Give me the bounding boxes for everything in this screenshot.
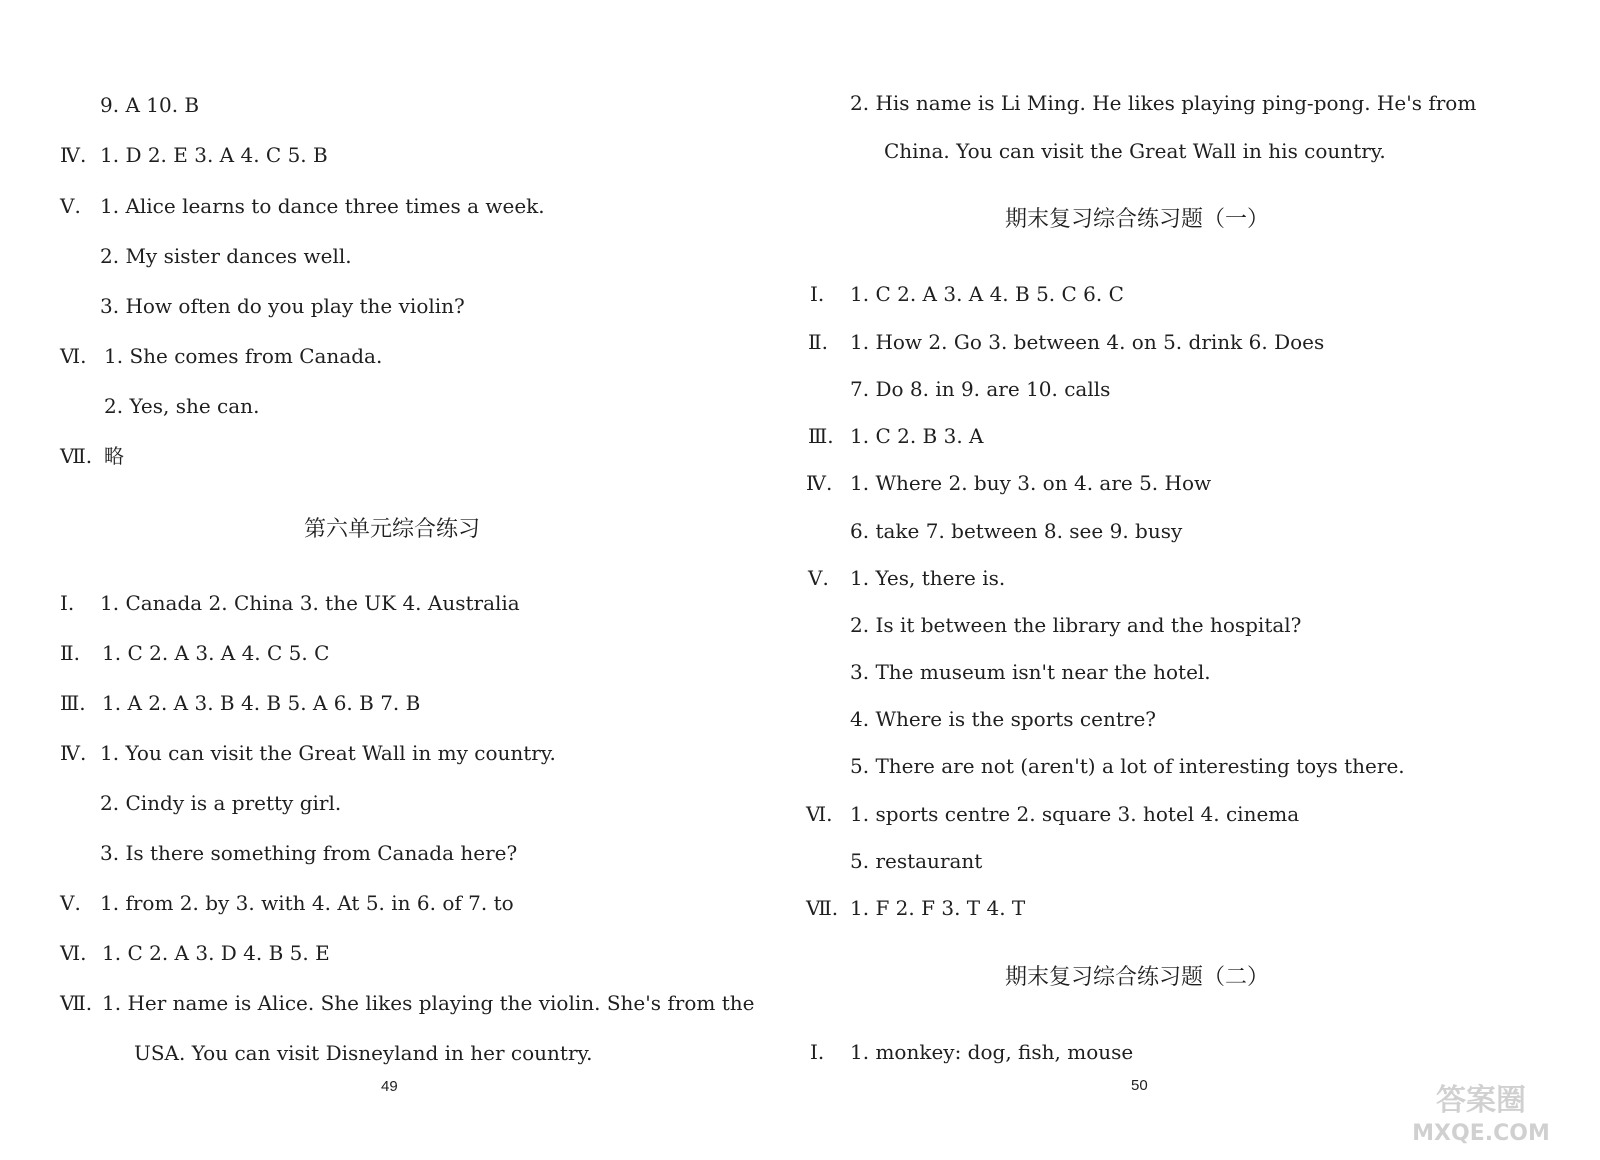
- section-numeral: Ⅶ.: [60, 991, 93, 1015]
- section-numeral: Ⅶ.: [60, 444, 93, 468]
- right-page: [800, 0, 1600, 1160]
- watermark-top-text: 答案圈: [1436, 1083, 1526, 1118]
- answer-line: Ⅶ. 略: [60, 444, 124, 468]
- watermark-bottom-text: MXQE.COM: [1412, 1121, 1550, 1146]
- answer-line: Ⅳ. 1. You can visit the Great Wall in my country.: [60, 741, 556, 765]
- section-numeral: Ⅵ.: [60, 941, 87, 965]
- answer-line: Ⅶ. 1. F 2. F 3. T 4. T: [806, 896, 1026, 920]
- answer-line: 3. Is there something from Canada here?: [100, 841, 518, 865]
- answer-line: USA. You can visit Disneyland in her country.: [134, 1041, 593, 1065]
- answer-line: Ⅳ. 1. D 2. E 3. A 4. C 5. B: [60, 143, 328, 167]
- answer-line: 2. His name is Li Ming. He likes playing ping-pong. He's from: [850, 91, 1477, 115]
- answer-line: Ⅵ. 1. C 2. A 3. D 4. B 5. E: [60, 941, 330, 965]
- section-numeral: Ⅰ.: [810, 1040, 825, 1064]
- answer-line: 5. restaurant: [850, 849, 983, 873]
- answer-line: Ⅱ. 1. How 2. Go 3. between 4. on 5. drink 6. Does: [808, 330, 1325, 354]
- answer-line: 7. Do 8. in 9. are 10. calls: [850, 377, 1111, 401]
- section-numeral: Ⅱ.: [60, 641, 80, 665]
- watermark-logo: [1396, 1076, 1566, 1146]
- answer-line: Ⅰ. 1. monkey: dog, fish, mouse: [810, 1040, 1134, 1064]
- section-heading: 期末复习综合练习题（二）: [1005, 965, 1270, 990]
- answer-line: Ⅰ. 1. C 2. A 3. A 4. B 5. C 6. C: [810, 282, 1124, 306]
- section-numeral: Ⅱ.: [808, 330, 828, 354]
- section-numeral: Ⅴ.: [808, 566, 829, 590]
- answer-line: China. You can visit the Great Wall in his country.: [884, 139, 1386, 163]
- answer-line: 9. A 10. B: [100, 93, 200, 117]
- section-numeral: Ⅲ.: [60, 691, 86, 715]
- answer-line: 2. My sister dances well.: [100, 244, 352, 268]
- section-heading: 期末复习综合练习题（一）: [1005, 207, 1270, 232]
- answer-line: Ⅰ. 1. Canada 2. China 3. the UK 4. Australia: [60, 591, 520, 615]
- answer-line: 2. Cindy is a pretty girl.: [100, 791, 342, 815]
- page-number: 50: [1131, 1077, 1148, 1094]
- section-numeral: Ⅴ.: [60, 891, 81, 915]
- answer-line: Ⅴ. 1. from 2. by 3. with 4. At 5. in 6. of 7. to: [60, 891, 514, 915]
- section-numeral: Ⅵ.: [806, 802, 833, 826]
- answer-line: 4. Where is the sports centre?: [850, 707, 1156, 731]
- section-heading: 第六单元综合练习: [303, 517, 480, 542]
- answer-line: Ⅴ. 1. Yes, there is.: [808, 566, 1006, 590]
- section-numeral: Ⅰ.: [810, 282, 825, 306]
- watermark-graphic: [1396, 1076, 1566, 1146]
- answer-line: 2. Yes, she can.: [104, 394, 260, 418]
- answer-line: Ⅵ. 1. She comes from Canada.: [60, 344, 383, 368]
- section-numeral: Ⅲ.: [808, 424, 834, 448]
- answer-line: Ⅵ. 1. sports centre 2. square 3. hotel 4. cinema: [806, 802, 1300, 826]
- answer-line: 3. How often do you play the violin?: [100, 294, 465, 318]
- answer-line: Ⅶ. 1. Her name is Alice. She likes playing the violin. She's from the: [60, 991, 755, 1015]
- section-numeral: Ⅴ.: [60, 194, 81, 218]
- section-numeral: Ⅳ.: [806, 471, 833, 495]
- answer-line: Ⅲ. 1. A 2. A 3. B 4. B 5. A 6. B 7. B: [60, 691, 421, 715]
- answer-line: 3. The museum isn't near the hotel.: [850, 660, 1211, 684]
- answer-line: Ⅱ. 1. C 2. A 3. A 4. C 5. C: [60, 641, 330, 665]
- section-numeral: Ⅶ.: [806, 896, 839, 920]
- answer-line: 5. There are not (aren't) a lot of interesting toys there.: [850, 754, 1405, 778]
- answer-line: Ⅳ. 1. Where 2. buy 3. on 4. are 5. How: [806, 471, 1212, 495]
- answer-line: Ⅲ. 1. C 2. B 3. A: [808, 424, 984, 448]
- section-numeral: Ⅰ.: [60, 591, 75, 615]
- page-number: 49: [381, 1078, 398, 1095]
- answer-line: 6. take 7. between 8. see 9. busy: [850, 519, 1183, 543]
- section-numeral: Ⅳ.: [60, 741, 87, 765]
- answer-line: 2. Is it between the library and the hospital?: [850, 613, 1302, 637]
- section-numeral: Ⅳ.: [60, 143, 87, 167]
- answer-line: Ⅴ. 1. Alice learns to dance three times a week.: [60, 194, 545, 218]
- section-numeral: Ⅵ.: [60, 344, 87, 368]
